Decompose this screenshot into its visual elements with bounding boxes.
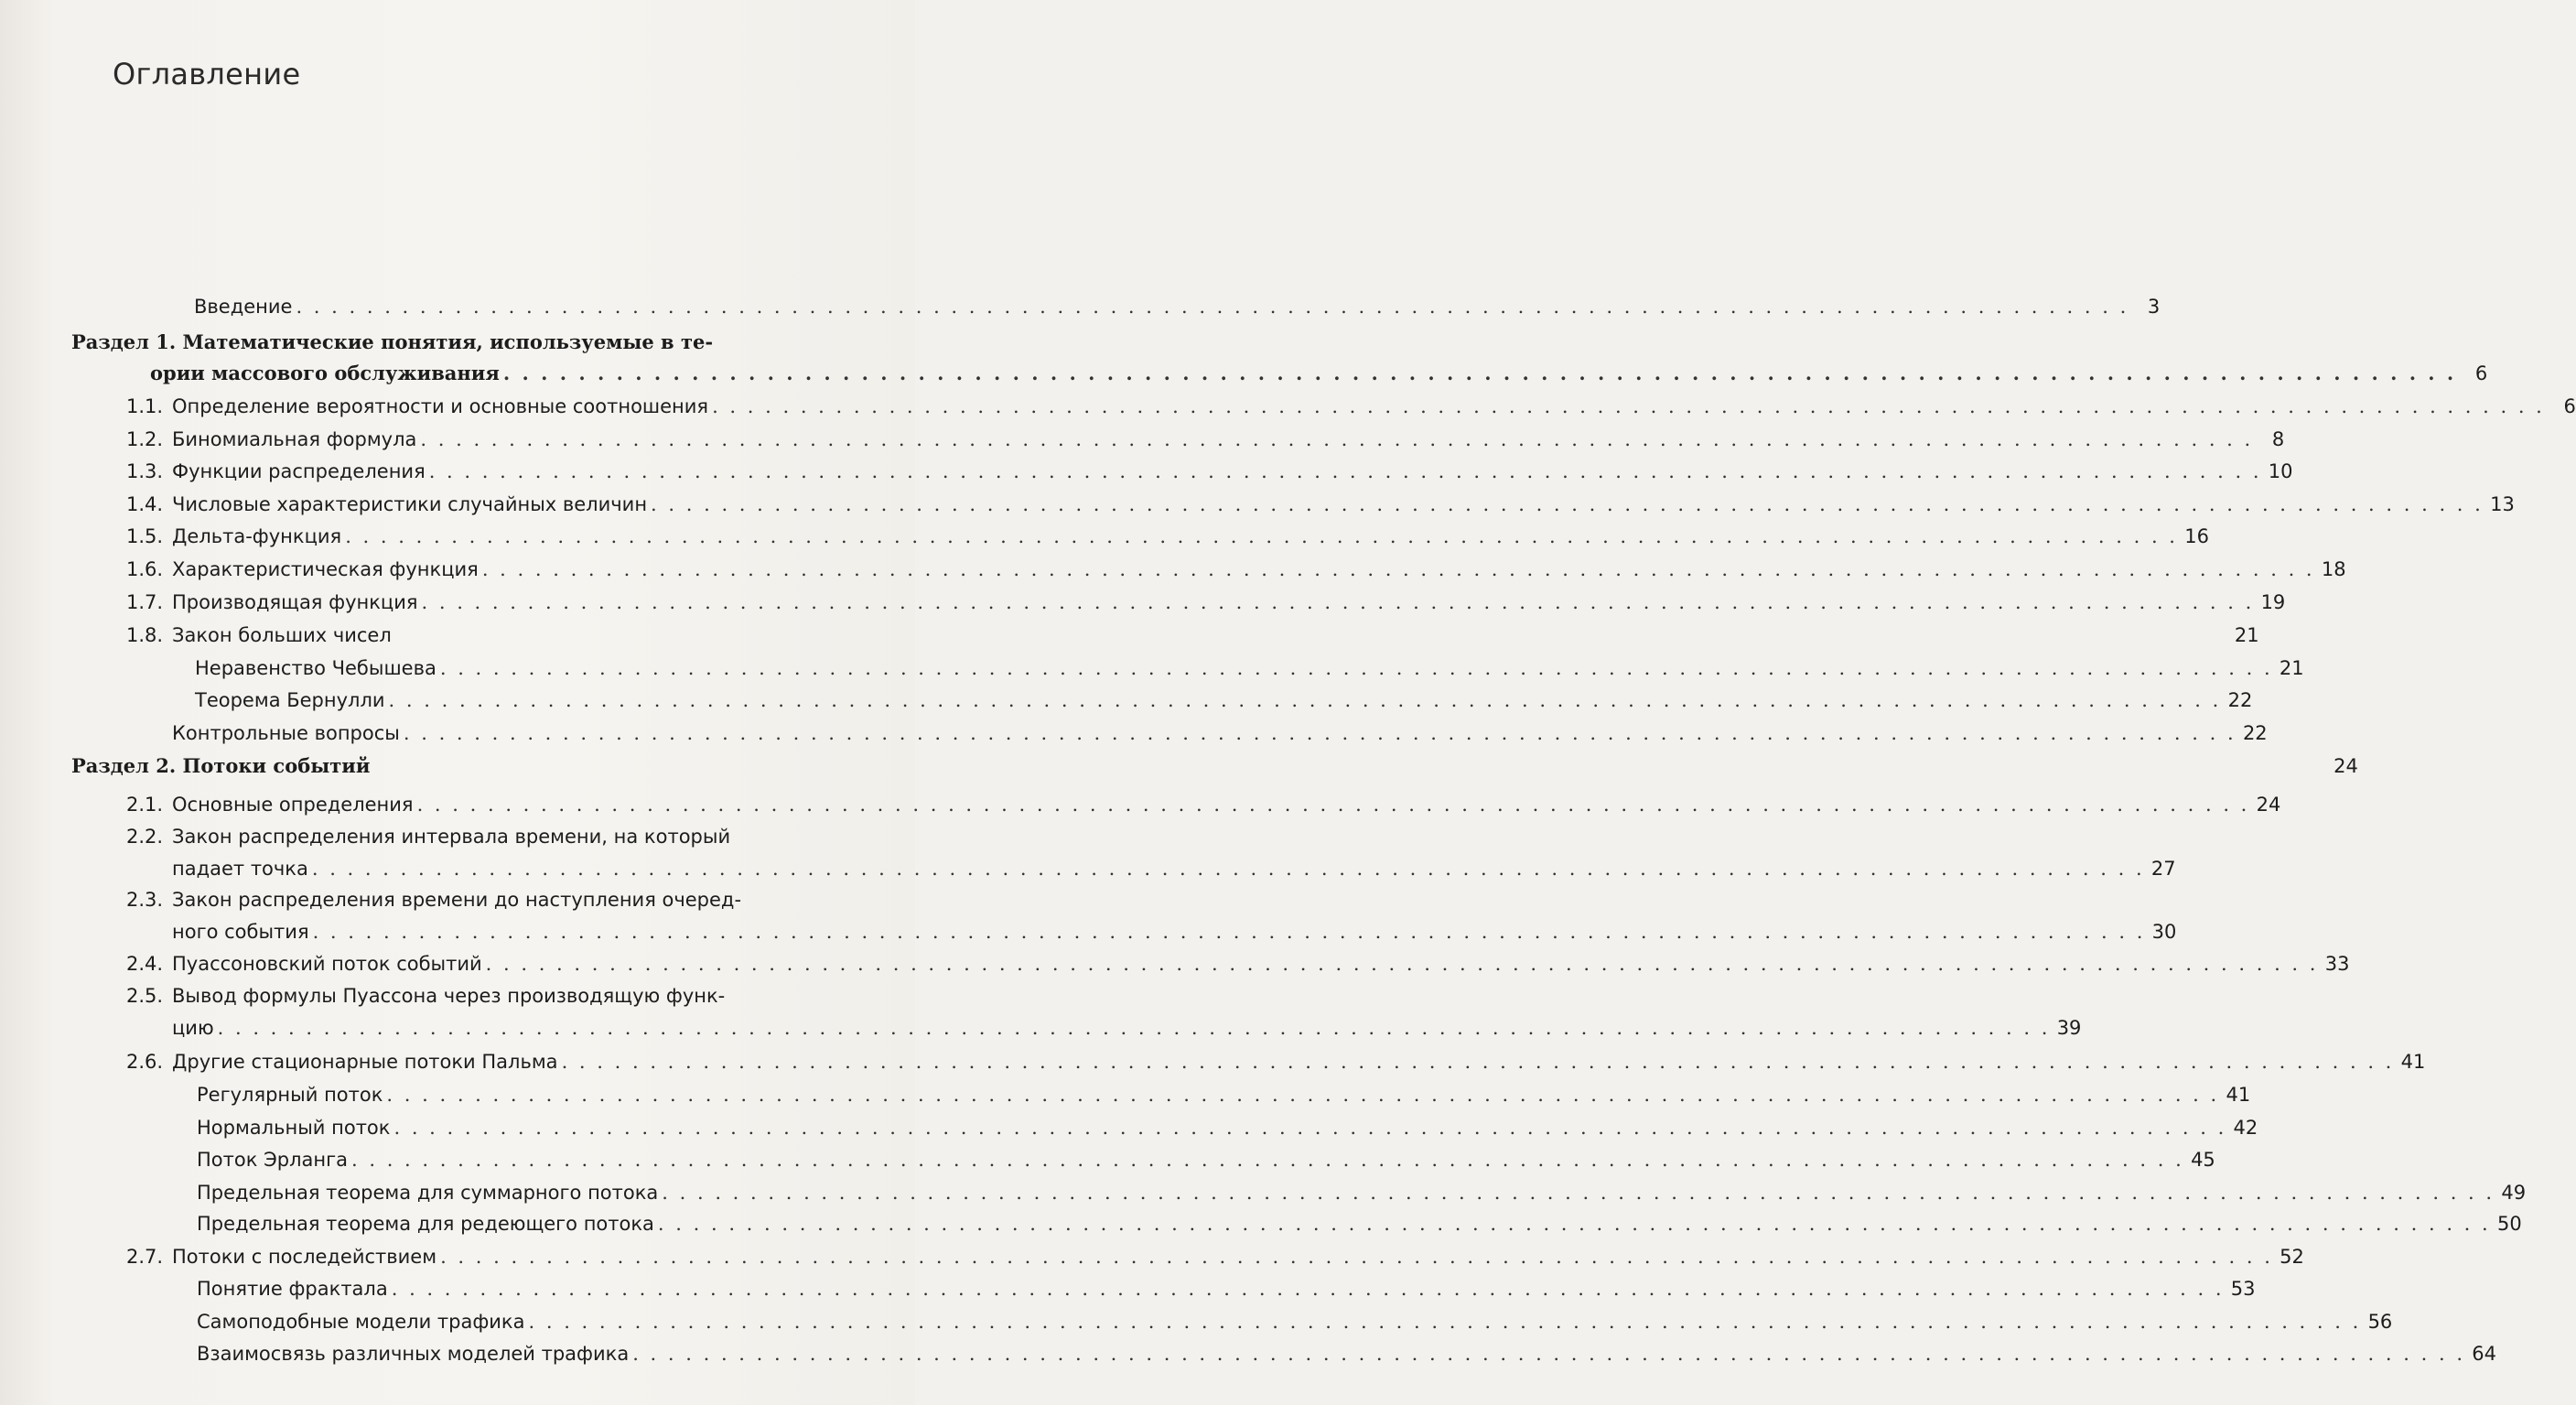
toc-entry-cont[interactable] xyxy=(172,1012,2082,1043)
toc-entry-page: 19 xyxy=(2260,591,2286,613)
toc-entry[interactable] xyxy=(197,1079,2251,1110)
toc-entry[interactable] xyxy=(197,1177,2527,1208)
leader-dots xyxy=(393,1112,2226,1143)
toc-entry-title: падает точка xyxy=(172,858,308,880)
toc-entry-page: 39 xyxy=(2056,1017,2082,1039)
toc-entry[interactable] xyxy=(197,1112,2258,1143)
toc-entry-page: 22 xyxy=(2242,722,2268,744)
leader-dots xyxy=(392,1273,2225,1304)
toc-entry-page: 64 xyxy=(2472,1343,2496,1365)
toc-section-title: Раздел 2. Потоки событий xyxy=(71,754,371,777)
toc-entry-page: 41 xyxy=(2400,1051,2426,1073)
toc-entry-title: Потоки с последействием xyxy=(172,1246,437,1268)
leader-dots xyxy=(662,1177,2495,1208)
toc-entry-title-line1: Закон распределения времени до наступления очеред- xyxy=(172,889,742,911)
toc-entry[interactable] xyxy=(126,789,2281,820)
toc-entry[interactable] xyxy=(126,489,2515,520)
toc-entry[interactable] xyxy=(126,391,2576,422)
toc-entry[interactable] xyxy=(172,718,2268,749)
toc-entry-title: Закон больших чисел xyxy=(172,624,392,646)
toc-entry-page: 45 xyxy=(2191,1149,2215,1171)
toc-entry-title: Введение xyxy=(194,296,293,318)
toc-entry[interactable] xyxy=(126,821,858,852)
toc-entry-page: 16 xyxy=(2184,525,2209,547)
leader-dots xyxy=(351,1144,2184,1175)
toc-entry[interactable] xyxy=(126,948,2350,979)
toc-entry-page: 49 xyxy=(2501,1182,2527,1204)
toc-entry-page: 21 xyxy=(2234,624,2259,646)
toc-entry-title: Нормальный поток xyxy=(197,1117,391,1139)
leader-dots xyxy=(218,1012,2051,1043)
leader-dots xyxy=(658,1208,2491,1239)
toc-entry-number: 1.7. xyxy=(126,591,164,613)
toc-entry[interactable] xyxy=(197,1208,2522,1239)
toc-entry-page: 22 xyxy=(2227,689,2253,711)
toc-entry-title: Предельная теорема для суммарного потока xyxy=(197,1182,659,1204)
toc-entry-number: 1.2. xyxy=(126,428,164,450)
toc-entry-page: 6 xyxy=(2474,362,2488,384)
toc-entry-page: 24 xyxy=(2333,755,2358,777)
toc-entry-title: Взаимосвязь различных моделей трафика xyxy=(197,1343,630,1365)
toc-entry-page: 42 xyxy=(2233,1117,2258,1139)
toc-entry[interactable] xyxy=(126,424,2285,455)
toc-entry-title: Теорема Бернулли xyxy=(195,689,385,711)
toc-entry-number: 2.1. xyxy=(126,794,164,816)
leader-dots xyxy=(422,587,2255,618)
page-title: Оглавление xyxy=(113,57,301,92)
leader-dots xyxy=(345,521,2178,552)
toc-entry[interactable] xyxy=(126,1241,2304,1272)
toc-entry-number: 1.8. xyxy=(126,624,164,646)
leader-dots xyxy=(296,291,2129,322)
toc-entry[interactable] xyxy=(126,456,2293,487)
toc-entry-title: Дельта-функция xyxy=(172,525,342,547)
toc-entry-page: 10 xyxy=(2268,460,2293,482)
leader-dots xyxy=(389,685,2222,716)
toc-entry-title: Предельная теорема для редеющего потока xyxy=(197,1213,654,1235)
toc-entry-number: 2.6. xyxy=(126,1051,164,1073)
toc-entry-number: 2.4. xyxy=(126,953,164,975)
leader-dots xyxy=(529,1306,2362,1337)
leader-dots xyxy=(420,424,2253,455)
leader-dots xyxy=(503,358,2456,389)
toc-entry-cont[interactable] xyxy=(172,916,2177,947)
toc-entry-cont[interactable] xyxy=(172,853,2176,884)
leader-dots xyxy=(712,391,2545,422)
toc-entry-number: 1.1. xyxy=(126,395,164,417)
toc-entry[interactable] xyxy=(195,653,2304,684)
toc-entry-title: Характеристическая функция xyxy=(172,558,479,580)
toc-entry-page: 50 xyxy=(2496,1213,2522,1235)
toc-section-heading[interactable] xyxy=(71,327,858,358)
toc-entry[interactable] xyxy=(197,1306,2393,1337)
toc-entry-title: Контрольные вопросы xyxy=(172,722,400,744)
toc-entry[interactable] xyxy=(126,620,2259,651)
toc-entry-title: Другие стационарные потоки Пальма xyxy=(172,1051,558,1073)
toc-entry-page: 8 xyxy=(2271,428,2285,450)
toc-section-title-line1: Раздел 1. Математические понятия, используемые в те- xyxy=(71,330,714,353)
toc-entry[interactable] xyxy=(126,554,2346,585)
toc-entry-number: 1.4. xyxy=(126,493,164,515)
toc-entry-number: 2.7. xyxy=(126,1246,164,1268)
toc-entry-title-line1: Закон распределения интервала времени, на который xyxy=(172,826,731,848)
toc-entry-page: 27 xyxy=(2150,858,2176,880)
leader-dots xyxy=(562,1046,2395,1077)
leader-dots xyxy=(313,916,2146,947)
toc-entry[interactable] xyxy=(126,587,2286,618)
toc-section-title-line2: ории массового обслуживания xyxy=(150,362,500,384)
leader-dots xyxy=(429,456,2262,487)
toc-entry[interactable] xyxy=(195,685,2253,716)
toc-entry-title: Регулярный поток xyxy=(197,1084,383,1106)
toc-entry[interactable] xyxy=(197,1144,2215,1175)
leader-dots xyxy=(651,489,2484,520)
toc-entry[interactable] xyxy=(194,291,2161,322)
leader-dots xyxy=(312,853,2145,884)
toc-entry-page: 6 xyxy=(2563,395,2576,417)
toc-entry-number: 1.6. xyxy=(126,558,164,580)
toc-entry-title-line1: Вывод формулы Пуассона через производящую функ- xyxy=(172,985,726,1007)
toc-entry-title: Основные определения xyxy=(172,794,414,816)
toc-entry-title: Биномиальная формула xyxy=(172,428,417,450)
toc-entry-number: 1.3. xyxy=(126,460,164,482)
toc-entry-page: 3 xyxy=(2147,296,2161,318)
toc-entry-title: Неравенство Чебышева xyxy=(195,657,437,679)
leader-dots xyxy=(386,1079,2219,1110)
toc-entry[interactable] xyxy=(126,521,2209,552)
toc-entry[interactable] xyxy=(197,1273,2256,1304)
toc-entry[interactable] xyxy=(126,884,858,915)
leader-dots xyxy=(417,789,2250,820)
leader-dots xyxy=(486,948,2319,979)
toc-section-heading-cont[interactable] xyxy=(150,358,2488,389)
leader-dots xyxy=(404,718,2236,749)
toc-entry-title: Пуассоновский поток событий xyxy=(172,953,482,975)
toc-entry-page: 21 xyxy=(2279,657,2304,679)
toc-entry-title: цию xyxy=(172,1017,214,1039)
toc-entry-page: 30 xyxy=(2151,921,2177,943)
toc-entry[interactable] xyxy=(197,1338,2496,1369)
toc-entry-number: 1.5. xyxy=(126,525,164,547)
toc-entry-title: Функции распределения xyxy=(172,460,426,482)
leader-dots xyxy=(440,1241,2273,1272)
toc-entry-page: 56 xyxy=(2367,1311,2393,1333)
toc-entry-page: 52 xyxy=(2280,1246,2304,1268)
toc-entry-page: 24 xyxy=(2256,794,2281,816)
toc-entry-page: 18 xyxy=(2321,558,2346,580)
toc-entry-title: Определение вероятности и основные соотношения xyxy=(172,395,709,417)
toc-entry-page: 13 xyxy=(2490,493,2515,515)
toc-entry-title: Поток Эрланга xyxy=(197,1149,348,1171)
toc-entry-page: 41 xyxy=(2226,1084,2251,1106)
leader-dots xyxy=(482,554,2315,585)
toc-entry-title: Самоподобные модели трафика xyxy=(197,1311,525,1333)
toc-entry-title: Производящая функция xyxy=(172,591,418,613)
leader-dots xyxy=(632,1338,2465,1369)
toc-entry[interactable] xyxy=(126,1046,2426,1077)
toc-entry-page: 33 xyxy=(2324,953,2350,975)
toc-entry[interactable] xyxy=(126,980,858,1011)
toc-entry-title: Понятие фрактала xyxy=(197,1278,388,1300)
toc-entry-number: 2.2. xyxy=(126,826,164,848)
toc-entry-number: 2.3. xyxy=(126,889,164,911)
toc-entry-number: 2.5. xyxy=(126,985,164,1007)
leader-dots xyxy=(440,653,2273,684)
toc-entry-page: 53 xyxy=(2230,1278,2256,1300)
toc-section-heading[interactable] xyxy=(71,751,2358,782)
toc-entry-title: Числовые характеристики случайных величин xyxy=(172,493,648,515)
toc-entry-title: ного события xyxy=(172,921,309,943)
